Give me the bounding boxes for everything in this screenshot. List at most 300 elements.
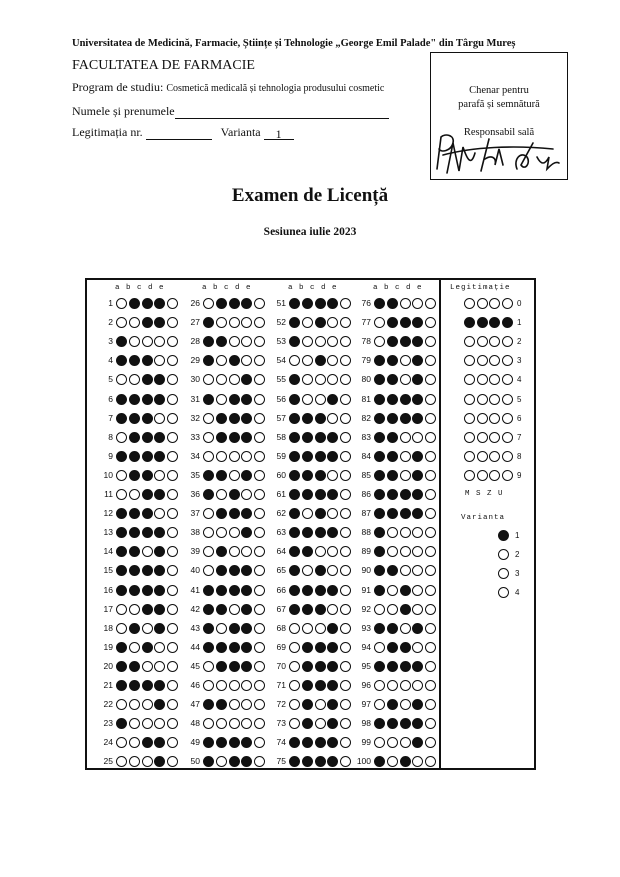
answer-bubble-a[interactable] xyxy=(203,642,214,653)
answer-bubble-e[interactable] xyxy=(425,394,436,405)
answer-bubble-c[interactable] xyxy=(229,546,240,557)
answer-bubble-c[interactable] xyxy=(315,604,326,615)
answer-bubble-e[interactable] xyxy=(340,394,351,405)
answer-bubble-b[interactable] xyxy=(129,661,140,672)
answer-bubble-b[interactable] xyxy=(216,604,227,615)
answer-bubble-c[interactable] xyxy=(400,394,411,405)
answer-bubble-c[interactable] xyxy=(315,451,326,462)
answer-bubble-b[interactable] xyxy=(387,394,398,405)
answer-bubble-b[interactable] xyxy=(387,680,398,691)
answer-bubble-a[interactable] xyxy=(289,413,300,424)
answer-bubble-c[interactable] xyxy=(400,604,411,615)
answer-bubble-c[interactable] xyxy=(142,527,153,538)
answer-bubble-c[interactable] xyxy=(229,489,240,500)
answer-bubble-e[interactable] xyxy=(340,604,351,615)
answer-bubble-c[interactable] xyxy=(400,317,411,328)
answer-bubble-a[interactable] xyxy=(374,470,385,481)
answer-bubble-b[interactable] xyxy=(302,661,313,672)
answer-bubble-a[interactable] xyxy=(289,623,300,634)
legitimatie-bubble[interactable] xyxy=(502,355,513,366)
answer-bubble-c[interactable] xyxy=(400,432,411,443)
answer-bubble-e[interactable] xyxy=(340,585,351,596)
answer-bubble-a[interactable] xyxy=(374,394,385,405)
answer-bubble-c[interactable] xyxy=(400,642,411,653)
answer-bubble-c[interactable] xyxy=(142,413,153,424)
answer-bubble-c[interactable] xyxy=(142,508,153,519)
answer-bubble-b[interactable] xyxy=(387,470,398,481)
answer-bubble-c[interactable] xyxy=(229,699,240,710)
answer-bubble-c[interactable] xyxy=(142,718,153,729)
legitimatie-bubble[interactable] xyxy=(464,432,475,443)
answer-bubble-b[interactable] xyxy=(387,661,398,672)
answer-bubble-a[interactable] xyxy=(203,623,214,634)
answer-bubble-c[interactable] xyxy=(315,527,326,538)
answer-bubble-c[interactable] xyxy=(400,413,411,424)
answer-bubble-a[interactable] xyxy=(203,604,214,615)
answer-bubble-c[interactable] xyxy=(142,298,153,309)
answer-bubble-b[interactable] xyxy=(216,489,227,500)
legitimatie-bubble[interactable] xyxy=(489,470,500,481)
legitimatie-bubble[interactable] xyxy=(489,298,500,309)
answer-bubble-c[interactable] xyxy=(142,642,153,653)
varianta-bubble[interactable] xyxy=(498,530,509,541)
legitimatie-bubble[interactable] xyxy=(502,317,513,328)
answer-bubble-b[interactable] xyxy=(302,585,313,596)
answer-bubble-d[interactable] xyxy=(241,413,252,424)
answer-bubble-a[interactable] xyxy=(374,680,385,691)
answer-bubble-a[interactable] xyxy=(289,298,300,309)
answer-bubble-c[interactable] xyxy=(315,642,326,653)
answer-bubble-c[interactable] xyxy=(142,317,153,328)
answer-bubble-a[interactable] xyxy=(116,432,127,443)
answer-bubble-c[interactable] xyxy=(142,489,153,500)
answer-bubble-b[interactable] xyxy=(129,699,140,710)
answer-bubble-d[interactable] xyxy=(154,394,165,405)
answer-bubble-e[interactable] xyxy=(167,642,178,653)
answer-bubble-a[interactable] xyxy=(203,432,214,443)
answer-bubble-e[interactable] xyxy=(340,661,351,672)
answer-bubble-e[interactable] xyxy=(425,661,436,672)
answer-bubble-c[interactable] xyxy=(400,355,411,366)
answer-bubble-d[interactable] xyxy=(412,394,423,405)
answer-bubble-e[interactable] xyxy=(167,413,178,424)
legitimatie-bubble[interactable] xyxy=(464,394,475,405)
answer-bubble-e[interactable] xyxy=(167,451,178,462)
answer-bubble-a[interactable] xyxy=(116,642,127,653)
answer-bubble-b[interactable] xyxy=(129,718,140,729)
answer-bubble-b[interactable] xyxy=(302,623,313,634)
answer-bubble-e[interactable] xyxy=(340,470,351,481)
answer-bubble-a[interactable] xyxy=(203,451,214,462)
answer-bubble-c[interactable] xyxy=(229,508,240,519)
legitimatie-bubble[interactable] xyxy=(489,413,500,424)
answer-bubble-c[interactable] xyxy=(142,374,153,385)
legitimatie-bubble[interactable] xyxy=(502,432,513,443)
answer-bubble-c[interactable] xyxy=(315,623,326,634)
answer-bubble-a[interactable] xyxy=(116,604,127,615)
answer-bubble-c[interactable] xyxy=(142,470,153,481)
answer-bubble-c[interactable] xyxy=(229,680,240,691)
answer-bubble-a[interactable] xyxy=(203,680,214,691)
legitimatie-bubble[interactable] xyxy=(464,298,475,309)
answer-bubble-b[interactable] xyxy=(129,489,140,500)
answer-bubble-e[interactable] xyxy=(340,413,351,424)
legitimatie-bubble[interactable] xyxy=(477,336,488,347)
answer-bubble-a[interactable] xyxy=(203,585,214,596)
legitimatie-bubble[interactable] xyxy=(477,298,488,309)
variant-field[interactable]: 1 xyxy=(264,127,294,140)
answer-bubble-c[interactable] xyxy=(400,718,411,729)
answer-bubble-c[interactable] xyxy=(229,451,240,462)
answer-bubble-e[interactable] xyxy=(254,623,265,634)
answer-bubble-c[interactable] xyxy=(400,451,411,462)
answer-bubble-c[interactable] xyxy=(400,546,411,557)
answer-bubble-c[interactable] xyxy=(142,546,153,557)
answer-bubble-c[interactable] xyxy=(400,489,411,500)
answer-bubble-e[interactable] xyxy=(425,451,436,462)
answer-bubble-a[interactable] xyxy=(374,489,385,500)
answer-bubble-b[interactable] xyxy=(216,642,227,653)
answer-bubble-a[interactable] xyxy=(289,604,300,615)
answer-bubble-a[interactable] xyxy=(289,642,300,653)
answer-bubble-b[interactable] xyxy=(216,336,227,347)
answer-bubble-e[interactable] xyxy=(340,642,351,653)
answer-bubble-b[interactable] xyxy=(216,432,227,443)
answer-bubble-b[interactable] xyxy=(302,642,313,653)
answer-bubble-b[interactable] xyxy=(129,623,140,634)
answer-bubble-b[interactable] xyxy=(129,394,140,405)
answer-bubble-c[interactable] xyxy=(142,661,153,672)
answer-bubble-b[interactable] xyxy=(216,661,227,672)
answer-bubble-b[interactable] xyxy=(216,317,227,328)
answer-bubble-a[interactable] xyxy=(374,623,385,634)
answer-bubble-d[interactable] xyxy=(241,585,252,596)
name-field[interactable] xyxy=(175,106,389,119)
answer-bubble-b[interactable] xyxy=(302,413,313,424)
answer-bubble-b[interactable] xyxy=(129,317,140,328)
answer-bubble-b[interactable] xyxy=(302,508,313,519)
answer-bubble-e[interactable] xyxy=(167,661,178,672)
answer-bubble-b[interactable] xyxy=(302,470,313,481)
answer-bubble-b[interactable] xyxy=(387,699,398,710)
answer-bubble-a[interactable] xyxy=(374,585,385,596)
answer-bubble-c[interactable] xyxy=(315,680,326,691)
answer-bubble-c[interactable] xyxy=(315,661,326,672)
answer-bubble-c[interactable] xyxy=(400,737,411,748)
answer-bubble-c[interactable] xyxy=(229,565,240,576)
legitimatie-bubble[interactable] xyxy=(502,336,513,347)
answer-bubble-a[interactable] xyxy=(116,470,127,481)
answer-bubble-c[interactable] xyxy=(229,317,240,328)
answer-bubble-a[interactable] xyxy=(116,585,127,596)
answer-bubble-b[interactable] xyxy=(302,699,313,710)
answer-bubble-b[interactable] xyxy=(387,527,398,538)
answer-bubble-d[interactable] xyxy=(412,604,423,615)
answer-bubble-b[interactable] xyxy=(302,317,313,328)
answer-bubble-c[interactable] xyxy=(142,623,153,634)
legitimatie-bubble[interactable] xyxy=(477,470,488,481)
answer-bubble-c[interactable] xyxy=(142,680,153,691)
answer-bubble-c[interactable] xyxy=(229,585,240,596)
answer-bubble-c[interactable] xyxy=(400,470,411,481)
answer-bubble-c[interactable] xyxy=(142,394,153,405)
answer-bubble-a[interactable] xyxy=(116,489,127,500)
answer-bubble-a[interactable] xyxy=(374,413,385,424)
answer-bubble-a[interactable] xyxy=(289,585,300,596)
answer-bubble-e[interactable] xyxy=(167,585,178,596)
answer-bubble-c[interactable] xyxy=(315,298,326,309)
answer-bubble-c[interactable] xyxy=(315,585,326,596)
answer-bubble-c[interactable] xyxy=(229,470,240,481)
answer-bubble-c[interactable] xyxy=(315,470,326,481)
answer-bubble-c[interactable] xyxy=(142,756,153,767)
legitimatie-bubble[interactable] xyxy=(477,317,488,328)
legitimatie-bubble[interactable] xyxy=(502,394,513,405)
answer-bubble-e[interactable] xyxy=(425,432,436,443)
answer-bubble-a[interactable] xyxy=(203,470,214,481)
answer-bubble-b[interactable] xyxy=(387,298,398,309)
answer-bubble-b[interactable] xyxy=(216,451,227,462)
answer-bubble-c[interactable] xyxy=(142,565,153,576)
answer-bubble-e[interactable] xyxy=(254,451,265,462)
answer-bubble-c[interactable] xyxy=(315,565,326,576)
answer-bubble-c[interactable] xyxy=(400,699,411,710)
answer-bubble-b[interactable] xyxy=(129,604,140,615)
legitimatie-bubble[interactable] xyxy=(502,413,513,424)
answer-bubble-e[interactable] xyxy=(167,432,178,443)
answer-bubble-d[interactable] xyxy=(154,413,165,424)
answer-bubble-c[interactable] xyxy=(400,565,411,576)
answer-bubble-a[interactable] xyxy=(203,489,214,500)
answer-bubble-e[interactable] xyxy=(425,470,436,481)
answer-bubble-a[interactable] xyxy=(374,451,385,462)
answer-bubble-e[interactable] xyxy=(254,413,265,424)
answer-bubble-c[interactable] xyxy=(315,718,326,729)
answer-bubble-c[interactable] xyxy=(142,604,153,615)
answer-bubble-c[interactable] xyxy=(400,374,411,385)
answer-bubble-c[interactable] xyxy=(315,699,326,710)
answer-bubble-d[interactable] xyxy=(327,604,338,615)
answer-bubble-c[interactable] xyxy=(229,298,240,309)
answer-bubble-d[interactable] xyxy=(327,585,338,596)
legitimatie-bubble[interactable] xyxy=(489,432,500,443)
answer-bubble-d[interactable] xyxy=(327,394,338,405)
answer-bubble-c[interactable] xyxy=(315,394,326,405)
answer-bubble-c[interactable] xyxy=(315,546,326,557)
answer-bubble-b[interactable] xyxy=(216,680,227,691)
answer-bubble-b[interactable] xyxy=(387,585,398,596)
answer-bubble-c[interactable] xyxy=(400,508,411,519)
answer-bubble-e[interactable] xyxy=(167,604,178,615)
answer-bubble-a[interactable] xyxy=(116,451,127,462)
answer-bubble-b[interactable] xyxy=(302,680,313,691)
answer-bubble-c[interactable] xyxy=(229,413,240,424)
answer-bubble-a[interactable] xyxy=(203,394,214,405)
answer-bubble-c[interactable] xyxy=(229,432,240,443)
answer-bubble-b[interactable] xyxy=(302,527,313,538)
answer-bubble-b[interactable] xyxy=(387,451,398,462)
answer-bubble-c[interactable] xyxy=(142,699,153,710)
answer-bubble-c[interactable] xyxy=(315,374,326,385)
answer-bubble-a[interactable] xyxy=(116,394,127,405)
answer-bubble-b[interactable] xyxy=(216,413,227,424)
answer-bubble-c[interactable] xyxy=(400,298,411,309)
answer-bubble-c[interactable] xyxy=(400,336,411,347)
answer-bubble-d[interactable] xyxy=(412,413,423,424)
answer-bubble-a[interactable] xyxy=(374,298,385,309)
answer-bubble-c[interactable] xyxy=(315,508,326,519)
answer-bubble-b[interactable] xyxy=(129,508,140,519)
legitimatie-bubble[interactable] xyxy=(502,451,513,462)
answer-bubble-a[interactable] xyxy=(374,432,385,443)
answer-bubble-e[interactable] xyxy=(254,470,265,481)
legitimatie-bubble[interactable] xyxy=(502,470,513,481)
answer-bubble-b[interactable] xyxy=(302,718,313,729)
answer-bubble-b[interactable] xyxy=(387,432,398,443)
answer-bubble-b[interactable] xyxy=(129,298,140,309)
answer-bubble-e[interactable] xyxy=(167,394,178,405)
answer-bubble-b[interactable] xyxy=(216,718,227,729)
answer-bubble-e[interactable] xyxy=(167,623,178,634)
answer-bubble-c[interactable] xyxy=(142,336,153,347)
answer-bubble-b[interactable] xyxy=(387,642,398,653)
answer-bubble-c[interactable] xyxy=(229,527,240,538)
legitimatie-bubble[interactable] xyxy=(502,374,513,385)
answer-bubble-c[interactable] xyxy=(229,336,240,347)
answer-bubble-c[interactable] xyxy=(400,680,411,691)
answer-bubble-c[interactable] xyxy=(229,604,240,615)
answer-bubble-b[interactable] xyxy=(387,718,398,729)
answer-bubble-c[interactable] xyxy=(400,527,411,538)
answer-bubble-d[interactable] xyxy=(241,394,252,405)
answer-bubble-c[interactable] xyxy=(315,355,326,366)
answer-bubble-c[interactable] xyxy=(142,585,153,596)
answer-bubble-c[interactable] xyxy=(400,585,411,596)
answer-bubble-b[interactable] xyxy=(387,413,398,424)
answer-bubble-a[interactable] xyxy=(289,432,300,443)
answer-bubble-a[interactable] xyxy=(116,298,127,309)
answer-bubble-c[interactable] xyxy=(229,374,240,385)
id-field[interactable] xyxy=(146,127,212,140)
answer-bubble-b[interactable] xyxy=(129,642,140,653)
answer-bubble-e[interactable] xyxy=(340,432,351,443)
answer-bubble-c[interactable] xyxy=(142,355,153,366)
answer-bubble-b[interactable] xyxy=(216,508,227,519)
legitimatie-bubble[interactable] xyxy=(464,451,475,462)
answer-bubble-a[interactable] xyxy=(116,623,127,634)
legitimatie-bubble[interactable] xyxy=(489,394,500,405)
answer-bubble-b[interactable] xyxy=(129,680,140,691)
answer-bubble-c[interactable] xyxy=(229,737,240,748)
answer-bubble-a[interactable] xyxy=(374,642,385,653)
answer-bubble-b[interactable] xyxy=(216,699,227,710)
answer-bubble-b[interactable] xyxy=(216,298,227,309)
answer-bubble-b[interactable] xyxy=(216,470,227,481)
legitimatie-bubble[interactable] xyxy=(477,432,488,443)
answer-bubble-e[interactable] xyxy=(254,432,265,443)
answer-bubble-b[interactable] xyxy=(387,317,398,328)
legitimatie-bubble[interactable] xyxy=(502,298,513,309)
answer-bubble-b[interactable] xyxy=(387,623,398,634)
answer-bubble-d[interactable] xyxy=(412,585,423,596)
answer-bubble-b[interactable] xyxy=(216,623,227,634)
answer-bubble-c[interactable] xyxy=(315,336,326,347)
answer-bubble-b[interactable] xyxy=(129,413,140,424)
answer-bubble-c[interactable] xyxy=(229,355,240,366)
answer-bubble-e[interactable] xyxy=(254,394,265,405)
answer-bubble-b[interactable] xyxy=(387,336,398,347)
answer-bubble-c[interactable] xyxy=(315,737,326,748)
answer-bubble-c[interactable] xyxy=(315,756,326,767)
answer-bubble-a[interactable] xyxy=(374,604,385,615)
legitimatie-bubble[interactable] xyxy=(477,374,488,385)
answer-bubble-e[interactable] xyxy=(340,451,351,462)
answer-bubble-a[interactable] xyxy=(374,661,385,672)
answer-bubble-a[interactable] xyxy=(203,413,214,424)
answer-bubble-d[interactable] xyxy=(327,413,338,424)
answer-bubble-e[interactable] xyxy=(425,623,436,634)
answer-bubble-b[interactable] xyxy=(302,336,313,347)
answer-bubble-c[interactable] xyxy=(315,317,326,328)
answer-bubble-b[interactable] xyxy=(216,394,227,405)
answer-bubble-b[interactable] xyxy=(302,451,313,462)
answer-bubble-c[interactable] xyxy=(315,432,326,443)
answer-bubble-e[interactable] xyxy=(254,661,265,672)
answer-bubble-c[interactable] xyxy=(142,432,153,443)
answer-bubble-b[interactable] xyxy=(302,489,313,500)
answer-bubble-c[interactable] xyxy=(400,756,411,767)
answer-bubble-c[interactable] xyxy=(229,718,240,729)
legitimatie-bubble[interactable] xyxy=(464,470,475,481)
answer-bubble-b[interactable] xyxy=(302,298,313,309)
answer-bubble-b[interactable] xyxy=(129,336,140,347)
answer-bubble-c[interactable] xyxy=(315,413,326,424)
answer-bubble-c[interactable] xyxy=(229,642,240,653)
answer-bubble-b[interactable] xyxy=(129,585,140,596)
answer-bubble-e[interactable] xyxy=(254,585,265,596)
answer-bubble-c[interactable] xyxy=(229,661,240,672)
answer-bubble-a[interactable] xyxy=(289,470,300,481)
legitimatie-bubble[interactable] xyxy=(477,355,488,366)
legitimatie-bubble[interactable] xyxy=(477,413,488,424)
answer-bubble-b[interactable] xyxy=(216,527,227,538)
answer-bubble-a[interactable] xyxy=(289,394,300,405)
answer-bubble-e[interactable] xyxy=(340,623,351,634)
answer-bubble-a[interactable] xyxy=(289,661,300,672)
answer-bubble-e[interactable] xyxy=(425,642,436,653)
answer-bubble-c[interactable] xyxy=(229,394,240,405)
answer-bubble-b[interactable] xyxy=(216,585,227,596)
answer-bubble-b[interactable] xyxy=(387,508,398,519)
answer-bubble-c[interactable] xyxy=(229,756,240,767)
answer-bubble-e[interactable] xyxy=(167,470,178,481)
answer-bubble-c[interactable] xyxy=(400,623,411,634)
answer-bubble-b[interactable] xyxy=(387,489,398,500)
answer-bubble-e[interactable] xyxy=(254,642,265,653)
answer-bubble-a[interactable] xyxy=(116,661,127,672)
answer-bubble-a[interactable] xyxy=(116,413,127,424)
answer-bubble-b[interactable] xyxy=(129,527,140,538)
answer-bubble-d[interactable] xyxy=(241,604,252,615)
legitimatie-bubble[interactable] xyxy=(464,413,475,424)
answer-bubble-b[interactable] xyxy=(387,604,398,615)
answer-bubble-a[interactable] xyxy=(203,298,214,309)
answer-bubble-e[interactable] xyxy=(254,604,265,615)
answer-bubble-b[interactable] xyxy=(302,604,313,615)
answer-bubble-a[interactable] xyxy=(289,489,300,500)
answer-bubble-c[interactable] xyxy=(142,451,153,462)
answer-bubble-c[interactable] xyxy=(142,737,153,748)
